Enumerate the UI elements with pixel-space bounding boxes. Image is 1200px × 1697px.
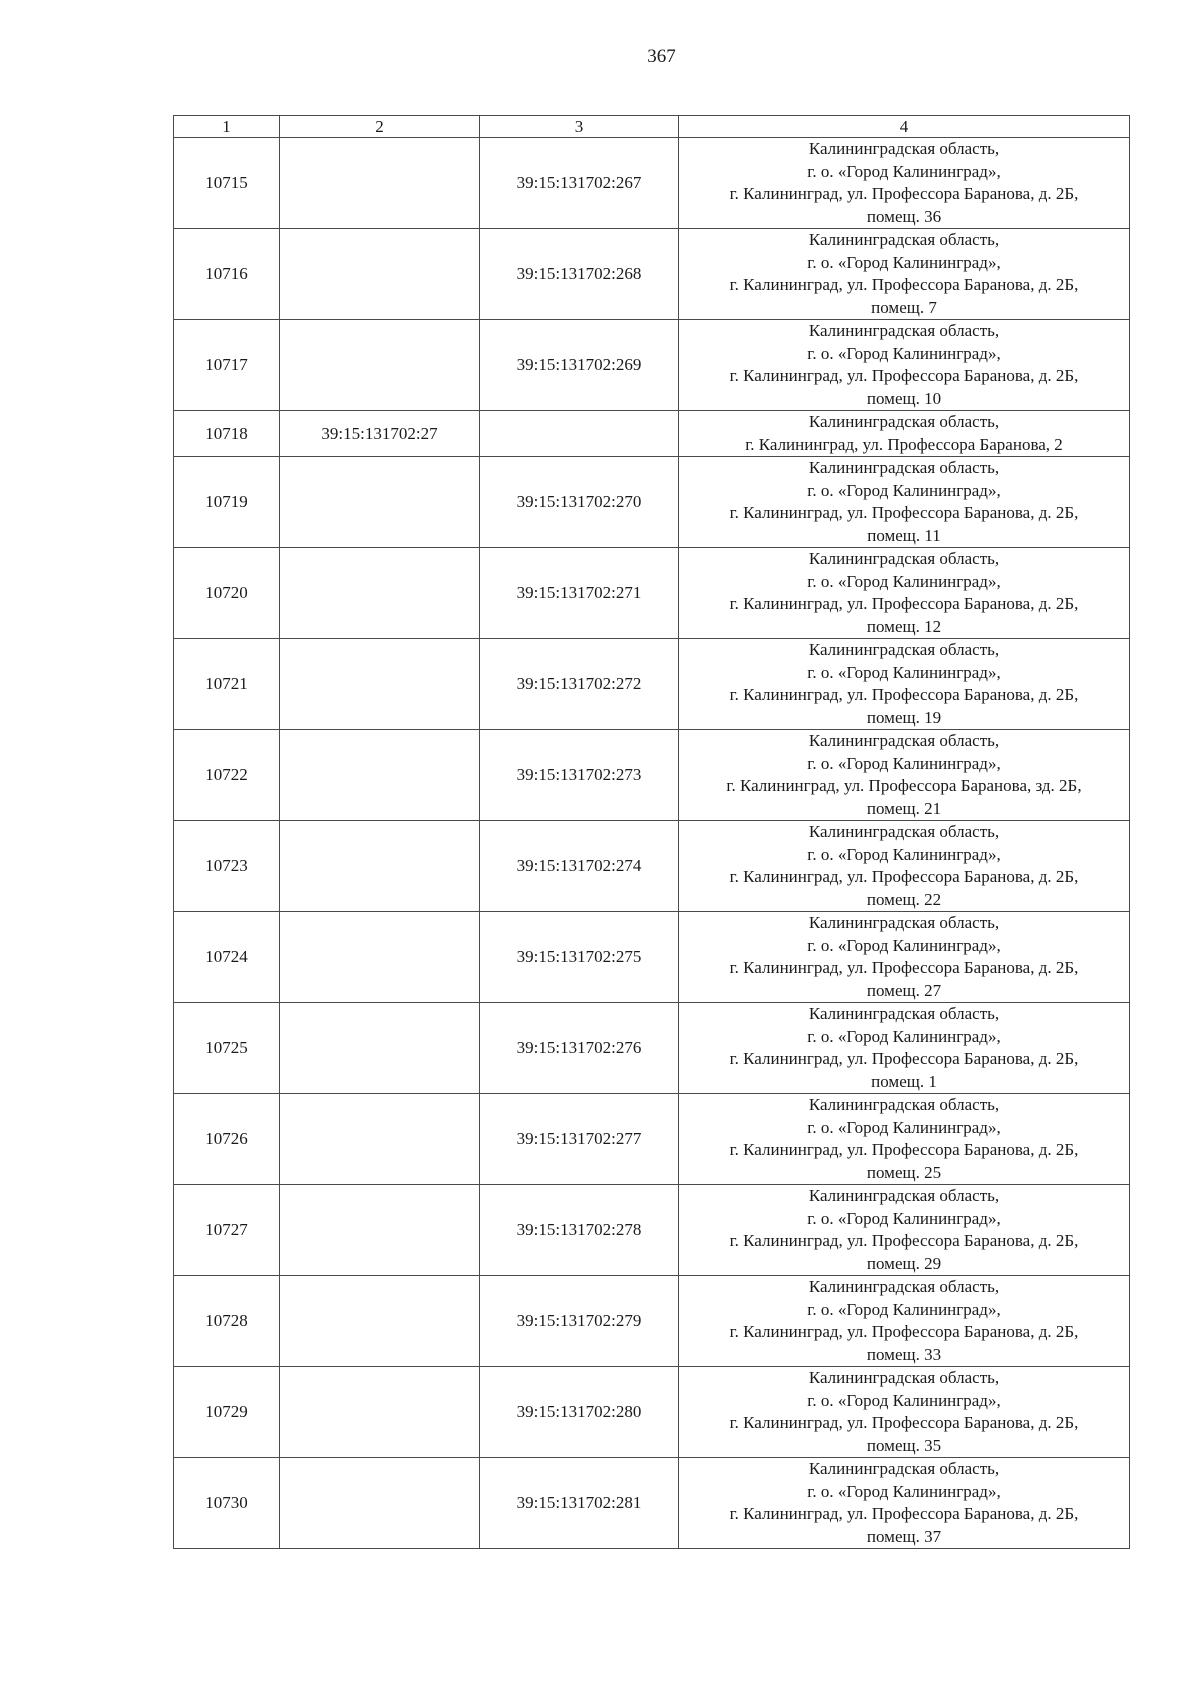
address-line: г. о. «Город Калининград», — [807, 1481, 1001, 1501]
address-line: помещ. 21 — [866, 798, 942, 818]
address-cell — [679, 411, 1130, 457]
address-cell — [679, 1003, 1130, 1094]
land-cadastral-number-cell — [280, 1276, 480, 1367]
address-line: г. о. «Город Калининград», — [807, 161, 1001, 181]
address-line: помещ. 36 — [866, 206, 942, 226]
row-number-cell: 10723 — [174, 821, 280, 912]
address-cell — [679, 548, 1130, 639]
table-header — [174, 116, 1130, 138]
address-line: г. Калининград, ул. Профессора Баранова, д. 2Б, — [729, 1413, 1079, 1432]
land-cadastral-number-cell — [280, 821, 480, 912]
object-cadastral-number-cell: 39:15:131702:281 — [480, 1458, 679, 1549]
object-cadastral-number-cell: 39:15:131702:280 — [480, 1367, 679, 1458]
address-line: Калининградская область, — [808, 412, 1000, 431]
property-registry-table — [173, 115, 1130, 1549]
address-line: г. Калининград, ул. Профессора Баранова, д. 2Б, — [729, 1049, 1079, 1068]
table-row — [174, 229, 1130, 320]
land-cadastral-number-cell — [280, 229, 480, 320]
address-line: помещ. 11 — [867, 525, 941, 545]
address-line: г. Калининград, ул. Профессора Баранова, д. 2Б, — [729, 184, 1079, 203]
object-cadastral-number-cell: 39:15:131702:269 — [480, 320, 679, 411]
object-cadastral-number-cell — [480, 411, 679, 457]
object-cadastral-number-cell: 39:15:131702:272 — [480, 639, 679, 730]
object-cadastral-number-cell: 39:15:131702:270 — [480, 457, 679, 548]
address-line: г. о. «Город Калининград», — [807, 343, 1001, 363]
row-number-cell: 10716 — [174, 229, 280, 320]
address-line: г. Калининград, ул. Профессора Баранова, д. 2Б, — [729, 1231, 1079, 1250]
land-cadastral-number-cell — [280, 138, 480, 229]
address-line: г. Калининград, ул. Профессора Баранова, зд. 2Б, — [726, 776, 1082, 795]
object-cadastral-number-cell: 39:15:131702:275 — [480, 912, 679, 1003]
address-line: Калининградская область, — [808, 1277, 1000, 1296]
table-row — [174, 411, 1130, 457]
address-line: г. Калининград, ул. Профессора Баранова, д. 2Б, — [729, 958, 1079, 977]
address-line: г. Калининград, ул. Профессора Баранова, д. 2Б, — [729, 685, 1079, 704]
address-line: помещ. 35 — [866, 1435, 942, 1455]
land-cadastral-number-cell — [280, 320, 480, 411]
object-cadastral-number-cell: 39:15:131702:267 — [480, 138, 679, 229]
address-line: г. Калининград, ул. Профессора Баранова, д. 2Б, — [729, 275, 1079, 294]
object-cadastral-number-cell: 39:15:131702:276 — [480, 1003, 679, 1094]
address-line: Калининградская область, — [808, 321, 1000, 340]
object-cadastral-number-cell: 39:15:131702:271 — [480, 548, 679, 639]
address-line: Калининградская область, — [808, 913, 1000, 932]
address-line: г. Калининград, ул. Профессора Баранова, д. 2Б, — [729, 1140, 1079, 1159]
land-cadastral-number-cell — [280, 1367, 480, 1458]
row-number-cell: 10730 — [174, 1458, 280, 1549]
row-number-cell: 10719 — [174, 457, 280, 548]
address-line: помещ. 10 — [866, 388, 942, 408]
address-line: Калининградская область, — [808, 139, 1000, 158]
row-number-cell: 10718 — [174, 411, 280, 457]
table-row — [174, 1094, 1130, 1185]
table-row — [174, 1003, 1130, 1094]
address-line: Калининградская область, — [808, 731, 1000, 750]
column-header-2: 2 — [280, 116, 480, 138]
address-line: г. Калининград, ул. Профессора Баранова, 2 — [745, 434, 1063, 454]
address-line: г. о. «Город Калининград», — [807, 935, 1001, 955]
row-number-cell: 10717 — [174, 320, 280, 411]
address-line: Калининградская область, — [808, 640, 1000, 659]
column-header-1: 1 — [174, 116, 280, 138]
address-cell — [679, 730, 1130, 821]
address-line: помещ. 33 — [866, 1344, 942, 1364]
address-line: помещ. 22 — [866, 889, 942, 909]
address-line: Калининградская область, — [808, 1095, 1000, 1114]
row-number-cell: 10715 — [174, 138, 280, 229]
address-line: г. о. «Город Калининград», — [807, 1208, 1001, 1228]
row-number-cell: 10725 — [174, 1003, 280, 1094]
address-cell — [679, 1094, 1130, 1185]
address-line: Калининградская область, — [808, 1186, 1000, 1205]
address-cell — [679, 229, 1130, 320]
row-number-cell: 10727 — [174, 1185, 280, 1276]
table-row — [174, 1458, 1130, 1549]
column-header-3: 3 — [480, 116, 679, 138]
address-line: г. о. «Город Калининград», — [807, 662, 1001, 682]
row-number-cell: 10721 — [174, 639, 280, 730]
table-row — [174, 730, 1130, 821]
land-cadastral-number-cell — [280, 457, 480, 548]
address-line: помещ. 37 — [866, 1526, 942, 1546]
address-cell — [679, 320, 1130, 411]
land-cadastral-number-cell — [280, 1003, 480, 1094]
address-line: Калининградская область, — [808, 1459, 1000, 1478]
address-line: помещ. 27 — [866, 980, 942, 1000]
row-number-cell: 10724 — [174, 912, 280, 1003]
object-cadastral-number-cell: 39:15:131702:277 — [480, 1094, 679, 1185]
address-cell — [679, 1458, 1130, 1549]
address-line: Калининградская область, — [808, 1368, 1000, 1387]
table-row — [174, 912, 1130, 1003]
land-cadastral-number-cell — [280, 548, 480, 639]
address-line: Калининградская область, — [808, 230, 1000, 249]
address-line: г. Калининград, ул. Профессора Баранова, д. 2Б, — [729, 503, 1079, 522]
table-row — [174, 457, 1130, 548]
column-header-4: 4 — [679, 116, 1130, 138]
table-row — [174, 138, 1130, 229]
table-row — [174, 320, 1130, 411]
land-cadastral-number-cell — [280, 1185, 480, 1276]
table-row — [174, 821, 1130, 912]
address-cell — [679, 639, 1130, 730]
row-number-cell: 10720 — [174, 548, 280, 639]
address-line: г. Калининград, ул. Профессора Баранова, д. 2Б, — [729, 867, 1079, 886]
address-line: г. Калининград, ул. Профессора Баранова, д. 2Б, — [729, 366, 1079, 385]
object-cadastral-number-cell: 39:15:131702:273 — [480, 730, 679, 821]
table-row — [174, 1367, 1130, 1458]
address-line: помещ. 25 — [866, 1162, 942, 1182]
land-cadastral-number-cell — [280, 912, 480, 1003]
address-line: г. о. «Город Калининград», — [807, 480, 1001, 500]
table-body — [174, 138, 1130, 1549]
address-line: помещ. 19 — [866, 707, 942, 727]
header-row — [174, 116, 1130, 138]
address-line: г. Калининград, ул. Профессора Баранова, д. 2Б, — [729, 1322, 1079, 1341]
land-cadastral-number-cell: 39:15:131702:27 — [280, 411, 480, 457]
address-line: помещ. 1 — [871, 1071, 937, 1091]
address-cell — [679, 138, 1130, 229]
land-cadastral-number-cell — [280, 730, 480, 821]
address-line: г. Калининград, ул. Профессора Баранова, д. 2Б, — [729, 1504, 1079, 1523]
address-cell — [679, 1367, 1130, 1458]
address-line: Калининградская область, — [808, 458, 1000, 477]
row-number-cell: 10726 — [174, 1094, 280, 1185]
address-line: Калининградская область, — [808, 822, 1000, 841]
page-number: 367 — [647, 46, 676, 67]
address-line: Калининградская область, — [808, 1004, 1000, 1023]
address-line: г. о. «Город Калининград», — [807, 753, 1001, 773]
address-line: г. о. «Город Калининград», — [807, 1026, 1001, 1046]
address-line: помещ. 29 — [866, 1253, 942, 1273]
address-line: г. Калининград, ул. Профессора Баранова, д. 2Б, — [729, 594, 1079, 613]
object-cadastral-number-cell: 39:15:131702:279 — [480, 1276, 679, 1367]
address-cell — [679, 457, 1130, 548]
address-cell — [679, 821, 1130, 912]
table-row — [174, 639, 1130, 730]
table-row — [174, 548, 1130, 639]
address-cell — [679, 1185, 1130, 1276]
object-cadastral-number-cell: 39:15:131702:274 — [480, 821, 679, 912]
address-line: помещ. 12 — [866, 616, 942, 636]
address-line: г. о. «Город Калининград», — [807, 1299, 1001, 1319]
address-line: Калининградская область, — [808, 549, 1000, 568]
land-cadastral-number-cell — [280, 1094, 480, 1185]
row-number-cell: 10722 — [174, 730, 280, 821]
address-line: г. о. «Город Калининград», — [807, 571, 1001, 591]
table-row — [174, 1276, 1130, 1367]
address-line: г. о. «Город Калининград», — [807, 252, 1001, 272]
address-cell — [679, 912, 1130, 1003]
address-line: г. о. «Город Калининград», — [807, 1390, 1001, 1410]
row-number-cell: 10729 — [174, 1367, 280, 1458]
land-cadastral-number-cell — [280, 1458, 480, 1549]
object-cadastral-number-cell: 39:15:131702:268 — [480, 229, 679, 320]
address-line: г. о. «Город Калининград», — [807, 1117, 1001, 1137]
address-cell — [679, 1276, 1130, 1367]
row-number-cell: 10728 — [174, 1276, 280, 1367]
table-row — [174, 1185, 1130, 1276]
object-cadastral-number-cell: 39:15:131702:278 — [480, 1185, 679, 1276]
land-cadastral-number-cell — [280, 639, 480, 730]
address-line: помещ. 7 — [871, 297, 937, 317]
address-line: г. о. «Город Калининград», — [807, 844, 1001, 864]
